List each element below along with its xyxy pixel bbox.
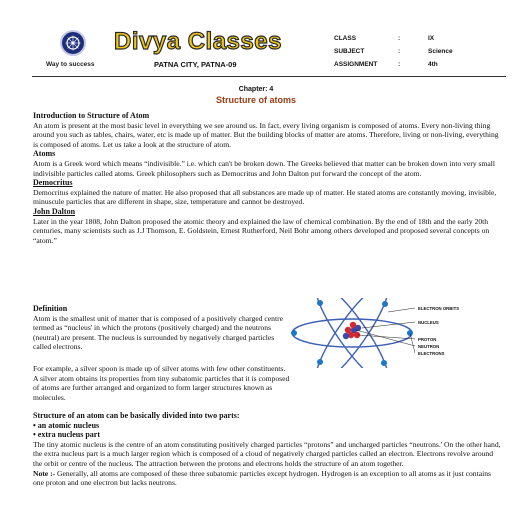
democritus-heading: Democritus: [33, 178, 73, 188]
assignment-colon: :: [398, 61, 401, 68]
assignment-value: 4th: [428, 61, 438, 68]
logo-tagline: Way to success: [46, 61, 95, 68]
intro-paragraph: An atom is present at the most basic level in everything we see around us. In fact, every living organism is composed of atoms. Every non-living thing around you such as tables, chairs, water, etc is made up of matter. But the building blocks of matter are atoms. Therefore, living or non-living, everything is composed of atoms. Let us take a look at the structure of atom.: [33, 120, 499, 149]
brand-title: Divya Classes: [114, 28, 282, 55]
institute-logo: [60, 30, 86, 56]
label-nucleus: NUCLEUS: [418, 320, 439, 325]
subject-colon: :: [398, 48, 401, 55]
label-neutron: NEUTRON: [418, 344, 440, 349]
atoms-heading: Atoms: [33, 149, 56, 159]
class-colon: :: [398, 35, 401, 42]
content-upper: [33, 111, 503, 245]
nucleus-paragraph: The tiny atomic nucleus is the centre of an atom constituting positively charged particles “protons” and uncharged particles “neutrons.' On the other hand, the extra nucleus part is a much larger region which is composed of a cloud of negatively charged particles called an electron. Electrons revolve around the orbit or centre of the nucleus. The attraction between the protons and electrons holds the structure of an atom together.: [33, 439, 501, 468]
example-section: [33, 364, 503, 402]
dalton-paragraph: Later in the year 1808, John Dalton proposed the atomic theory and explained the law of chemical combination. By the end of 18th and the early 20th centuries, many scientists such as J.J Thomson, E. Goldstein, Ernest Rutherford, Neil Bohr among others developed and proposed several concepts on “atom.”: [33, 216, 490, 245]
bullet-atomic-nucleus: • an atomic nucleus: [33, 420, 100, 430]
chapter-number: Chapter: 4: [238, 86, 274, 93]
content-lower: [33, 411, 503, 488]
bullet-extra-nucleus: • extra nucleus part: [33, 430, 101, 440]
structure-heading: Structure of an atom can be basically divided into two parts:: [33, 411, 240, 420]
label-electron-orbits: ELECTRON ORBITS: [418, 306, 460, 311]
definition-section: [33, 304, 288, 352]
chapter-title: Structure of atoms: [215, 95, 296, 105]
subject-label: SUBJECT: [334, 48, 365, 55]
definition-paragraph: Atom is the smallest unit of matter that is composed of a positively charged centre termed as “nucleus' in which the protons (positively charged) and the neutrons (neutral) are present. The nucleus is surrounded by negatively charged particles called electrons.: [33, 313, 283, 352]
note-text: Generally, all atoms are composed of these three subatomic particles except hydrogen. Hydrogen is an exception to all atoms as it just contains one proton and one electron but lacks neutrons.: [33, 468, 491, 488]
note-paragraph: [33, 469, 503, 488]
note-label: Note :-: [33, 468, 56, 478]
brand-city: PATNA CITY, PATNA-09: [154, 60, 237, 69]
definition-heading: Definition: [33, 304, 68, 313]
electron: [291, 330, 297, 336]
class-value: IX: [428, 35, 435, 42]
electron: [381, 360, 387, 366]
electron: [382, 301, 388, 307]
label-proton: PROTON: [418, 337, 437, 342]
dalton-heading: John Dalton: [33, 206, 76, 216]
header-divider: [32, 76, 506, 77]
electron: [317, 359, 323, 365]
subject-value: Science: [428, 48, 453, 55]
label-electrons: ELECTRONS: [418, 351, 445, 356]
democritus-paragraph: Democritus explained the nature of matter. He also proposed that all substances are made up of matter. He stated atoms are constantly moving, invisible, minuscule particles that are different in shape, size, temperature and cannot be destroyed.: [33, 187, 497, 207]
example-paragraph: For example, a silver spoon is made up of silver atoms with few other constituents. A silver atom obtains its properties from tiny subatomic particles that it is composed of atoms are further arranged and organized to form larger structures known as molecules.: [33, 364, 290, 402]
intro-heading: Introduction to Structure of Atom: [33, 111, 150, 120]
atom-diagram: [290, 298, 415, 368]
wheel-icon: [62, 32, 84, 54]
assignment-label: ASSIGNMENT: [334, 61, 378, 68]
class-label: CLASS: [334, 35, 357, 42]
electron: [317, 300, 323, 306]
atoms-paragraph: Atom is a Greek word which means “indivisible.” i.e. which can't be broken down. The Greeks believed that matter can be broken down into very small indivisible particles called atoms. Greek philosophers such as Democritus and John Dalton put forward the concept of the atom.: [33, 158, 495, 178]
